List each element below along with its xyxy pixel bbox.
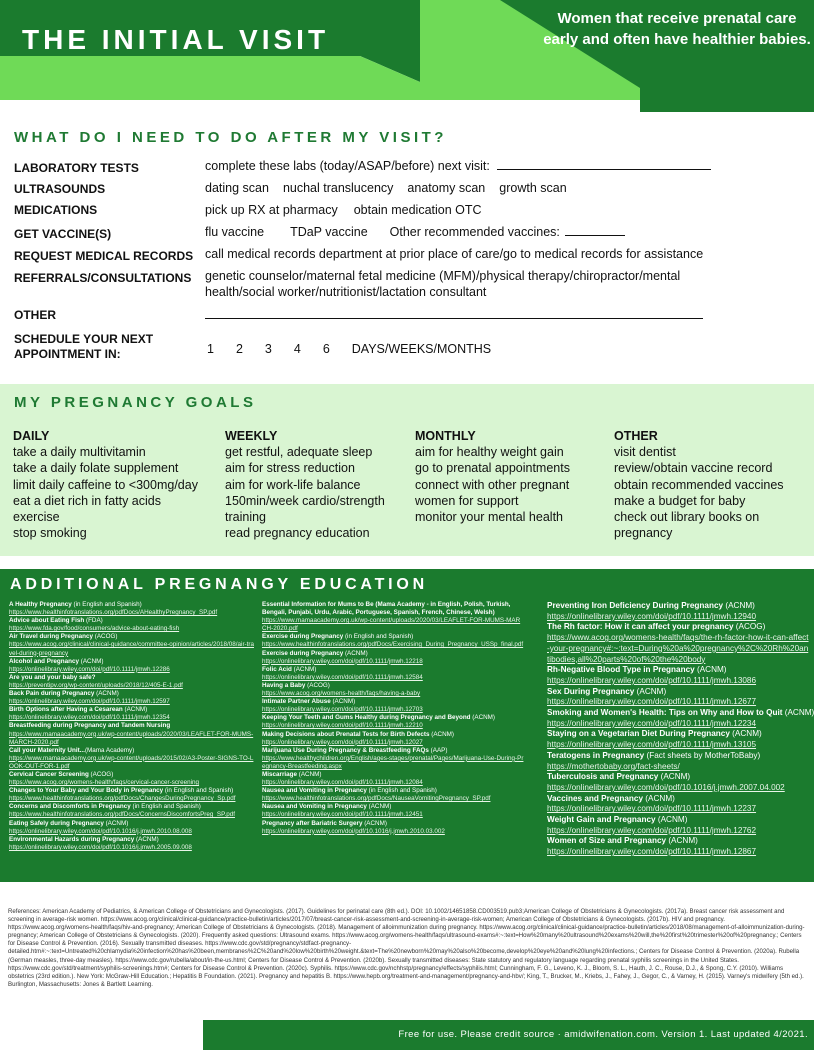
row-label-medical-records: REQUEST MEDICAL RECORDS [14, 249, 194, 263]
goal-item: check out library books on [614, 510, 760, 525]
medication-option-otc: obtain medication OTC [353, 203, 482, 217]
schedule-units[interactable]: DAYS/WEEKS/MONTHS [351, 342, 492, 356]
education-resource-title [262, 601, 524, 617]
row-label-vaccines: GET VACCINE(S) [14, 227, 112, 241]
row-value-lab-tests [205, 159, 711, 173]
row-value-referrals-1: genetic counselor/maternal fetal medicine (MFM)/physical therapy/chiropractor/mental [205, 269, 681, 283]
education-resource-title [547, 687, 809, 698]
education-resource-title [262, 787, 524, 795]
resource-source-note: (ACOG) [305, 681, 330, 689]
resource-title-text: Essential Information for Mums to Be (Mama Academy - in English, Polish, Turkish, Bengali, Punjabi, Urdu, Arabic, Portuguese, Spanish, French, Chinese, Welsh) [262, 601, 511, 617]
resource-source-note: (ACNM) [666, 836, 698, 846]
resource-title-text: Vaccines and Pregnancy [547, 793, 644, 803]
resource-title-text: Marijuana Use During Pregnancy & Breastfeeding FAQs [262, 746, 429, 754]
resource-title-text: Cervical Cancer Screening [9, 770, 89, 778]
goals-heading-monthly: MONTHLY [415, 429, 476, 443]
resource-link[interactable]: https://onlinelibrary.wiley.com/doi/pdf/10.1111/jmwh.12677 [547, 697, 757, 707]
resource-title-text: Having a Baby [262, 681, 306, 689]
row-value-medical-records: call medical records department at prior place of care/go to medical records for assistance [205, 247, 704, 261]
education-resource-title [9, 617, 255, 625]
resource-source-note: (ACNM) [655, 815, 688, 825]
education-resource-title [547, 794, 809, 805]
goals-column-other [614, 428, 810, 541]
goal-item: visit dentist [614, 445, 676, 460]
resource-title-text: Birth Options after Having a Cesarean [9, 706, 123, 714]
goals-heading-other: OTHER [614, 429, 658, 443]
row-value-ultrasounds [205, 181, 579, 195]
medication-option-rx: pick up RX at pharmacy [205, 203, 338, 217]
vaccine-option-other: Other recommended vaccines: [389, 225, 560, 239]
goal-item: exercise [13, 510, 60, 525]
resource-source-note: (ACNM) [694, 665, 727, 675]
resource-link[interactable]: https://www.acog.org/womens-health/faqs/cervical-cancer-screening [9, 779, 200, 787]
goal-item: limit daily caffeine to <300mg/day [13, 477, 198, 492]
resource-source-note: (in English and Spanish) [130, 803, 201, 811]
resource-link[interactable]: https://www.healthychildren.org/English/ages-stages/prenatal/Pages/Marijuana-Use-During-Pregnancy-Breastfeeding.aspx [262, 754, 524, 770]
goal-item: go to prenatal appointments [415, 461, 570, 476]
education-title: ADDITIONAL PREGNANGY EDUCATION [10, 576, 429, 593]
goals-heading-daily: DAILY [13, 429, 50, 443]
row-label-medications: MEDICATIONS [14, 203, 98, 217]
resource-link[interactable]: https://onlinelibrary.wiley.com/doi/pdf/10.1111/jmwh.12597 [9, 698, 170, 706]
resource-title-text: Miscarriage [262, 770, 298, 778]
resource-title-text: Call your Maternity Unit... [9, 746, 85, 754]
goal-item: stop smoking [13, 526, 87, 541]
education-resource-title [9, 836, 255, 844]
resource-source-note: (ACNM) [782, 708, 814, 718]
goals-column-weekly [225, 428, 415, 541]
resource-title-text: Concerns and Discomforts in Pregnancy [9, 803, 131, 811]
resource-source-note: (ACOG) [733, 622, 766, 632]
resource-link[interactable]: https://onlinelibrary.wiley.com/doi/pdf/10.1016/j.jmwh.2010.08.008 [9, 827, 192, 835]
education-resource-title [9, 820, 255, 828]
footer-bar [203, 1020, 814, 1050]
resource-source-note: (in English and Spanish) [366, 787, 437, 795]
education-resource-title [547, 729, 809, 740]
resource-link[interactable]: https://onlinelibrary.wiley.com/doi/pdf/10.1111/jmwh.12210 [262, 722, 423, 730]
resource-link[interactable]: https://onlinelibrary.wiley.com/doi/pdf/10.1016/j.jmwh.2010.03.002 [262, 827, 445, 835]
other-blank-line[interactable] [205, 318, 703, 319]
resource-title-text: Preventing Iron Deficiency During Pregnancy [547, 601, 724, 610]
ultrasound-option-anatomy: anatomy scan [407, 181, 486, 195]
education-resource-title [547, 815, 809, 826]
references-text: References: American Academy of Pediatrics, & American College of Obstetricians and Gynecologists. (2017). Guidelines for perinatal care (8th ed.). DOI: 10.1002/14651858.CD003519.pub3;American College of Obstetricians & Gynecologists. (2017a). Breast cancer risk assessment and screening in average-risk women. https://www.acog.org/clinical/clinical-guidance/practice-bulletin/articles/2017/07/breast-cancer-risk-assessment-and-screening-in-average-risk-women; American College of Obstetricians & Gynecologists. (2017b). HIV and pregnancy. https://www.acog.org/womens-health/faqs/hiv-and-pregnancy; American College of Obstetricians & Gynecologists. (2018). Management of alloimmunization during pregnancy. https://www.acog.org/clinical/clinical-guidance/practice-bulletin/articles/2018/08/management-of-alloimmunization-during-pregnancy; American College of Obstetricians & Gynecologists. (2020). Frequently asked questions: Ultrasound exams. https://www.acog.org/womens-health/faqs/ultrasound-exams#:~:text=How%20many%20ultrasound%20exams%20will,the%20first%20trimester%20of%20pregnancy.; Centers for Disease Control & Prevention. (2016). Sexually transmitted diseases. https://www.cdc.gov/std/pregnancy/stdfact-pregnancy-detailed.htm#:~:text=Untreated%20chlamydia%20infection%20has%20been,membranes%2C%20and%20low%20birth%20weight.&text=The%20newborn%20may%20also%20become,develop%20eye%20and%20lung%20infections.; Centers for Disease Control & Prevention. (2020a). Rubella (German measles, three-day measles). https://www.cdc.gov/rubella/about/in-the-us.html; Centers for Disease Control & Prevention. (2020b). Sexually transmitted diseases: State statutory and regulatory language regarding prenatal syphilis screenings in the United States. https://www.cdc.gov/std/treatment/syphilis-screenings.htm#; Centers for Disease Control & Prevention. (2020c). Syphilis. https://www.cdc.gov/nchhstp/pregnancy/effects/syphilis.html; Cunningham, F. G., Leveno, K. J., Bloom, S. L., Hauth, J. C., Rouse, D.J., & Spong, C.Y. (2010). Williams obstetrics (23rd edition.). New York: McGraw-Hill Education.; Hepatitis B Foundation. (2021). Pregnancy and hepatitis B. https://www.hepb.org/treatment-and-management/pregnancy-and-hbv/; King, T., Brucker, M., Kriebs, J., Fahey, J., Gegor, C., & Varney, H. (2015). Varney's midwifery (5th ed.). Burlington, Massachusetts: Jones & Bartlett Learning. [8, 908, 805, 988]
vaccine-option-tdap: TDaP vaccine [290, 225, 368, 239]
education-resource-title [547, 836, 809, 847]
vaccine-blank-line[interactable] [565, 225, 625, 236]
goals-column-daily [13, 428, 223, 541]
resource-source-note: (ACNM) [366, 803, 392, 811]
resource-title-text: Weight Gain and Pregnancy [547, 815, 656, 825]
resource-link[interactable]: https://www.healthinfotranslations.org/pdfDocs/Exercising_During_Pregnancy_USSp_final.pdf [262, 641, 524, 649]
resource-source-note: (ACNM) [291, 665, 317, 673]
schedule-label-line2: APPOINTMENT IN: [14, 347, 121, 361]
resource-source-note: (ACNM) [343, 649, 368, 657]
goal-item: connect with other pregnant [415, 477, 570, 492]
resource-link[interactable]: https://preventipv.org/wp-content/uploads/2018/12/405-E-1.pdf [9, 681, 183, 689]
resource-source-note: (ACNM) [470, 714, 496, 722]
goals-title: MY PREGNANCY GOALS [14, 394, 257, 411]
goal-item: 150min/week cardio/strength [225, 493, 385, 508]
resource-link[interactable]: https://onlinelibrary.wiley.com/doi/pdf/10.1111/jmwh.13086 [547, 675, 757, 685]
resource-title-text: Advice about Eating Fish [9, 617, 85, 625]
resource-title-text: Pregnancy after Bariatric Surgery [262, 819, 363, 827]
education-resource-title [262, 714, 524, 722]
goal-item: pregnancy [614, 526, 673, 541]
resource-link[interactable]: https://onlinelibrary.wiley.com/doi/pdf/10.1111/jmwh.12762 [547, 825, 757, 835]
goal-item: monitor your mental health [415, 510, 563, 525]
resource-source-note: (ACNM) [643, 793, 675, 803]
resource-link[interactable]: https://www.mamaacademy.org.uk/wp-content/uploads/2015/02/A3-Poster-SIGNS-TO-LOOK-OUT-FOR-1.pdf [9, 754, 254, 770]
resource-link[interactable]: https://www.acog.org/womens-health/faqs/having-a-baby [262, 690, 421, 698]
goal-item: aim for healthy weight gain [415, 445, 564, 460]
resource-source-note: (AAP) [428, 746, 448, 754]
education-resource-title [9, 690, 255, 698]
resource-title-text: Tuberculosis and Pregnancy [547, 772, 659, 782]
resource-source-note: (ACNM) [134, 835, 159, 843]
row-label-referrals: REFERRALS/CONSULTATIONS [14, 271, 192, 285]
resource-link[interactable]: https://onlinelibrary.wiley.com/doi/pdf/10.1111/jmwh.12584 [262, 673, 423, 681]
education-resource-title [547, 772, 809, 783]
schedule-number-4[interactable]: 4 [293, 342, 301, 356]
education-resource-title [9, 722, 255, 730]
education-resource-title [9, 706, 255, 714]
resource-link[interactable]: https://onlinelibrary.wiley.com/doi/pdf/10.1111/jmwh.12451 [262, 811, 423, 819]
resource-source-note: (in English and Spanish) [343, 633, 414, 641]
goal-item: obtain recommended vaccines [614, 477, 784, 492]
resource-link[interactable]: https://www.fda.gov/food/consumers/advice-about-eating-fish [9, 625, 180, 633]
page-title: THE INITIAL VISIT [22, 24, 330, 55]
resource-link[interactable]: https://onlinelibrary.wiley.com/doi/pdf/10.1111/jmwh.12084 [262, 779, 423, 787]
schedule-number-6[interactable]: 6 [322, 342, 330, 356]
education-resource-title [547, 708, 814, 719]
resource-source-note: (ACOG) [92, 633, 118, 641]
resource-title-text: Sex During Pregnancy [547, 686, 635, 696]
resource-link[interactable]: https://onlinelibrary.wiley.com/doi/pdf/10.1111/jmwh.12027 [262, 738, 423, 746]
schedule-options [205, 342, 491, 356]
education-resource-title [547, 751, 809, 762]
resource-title-text: Exercise during Pregnancy [262, 633, 344, 641]
resource-source-note: (in English and Spanish) [71, 601, 142, 608]
ultrasound-option-nuchal: nuchal translucency [282, 181, 394, 195]
resource-link[interactable]: https://onlinelibrary.wiley.com/doi/pdf/10.1111/jmwh.12940 [547, 611, 757, 621]
resource-title-text: Teratogens in Pregnancy [547, 750, 645, 760]
education-resource-title [262, 698, 524, 706]
resource-source-note: (ACNM) [429, 730, 454, 738]
resource-source-note: (FDA) [84, 617, 103, 625]
resource-link[interactable]: https://www.healthinfotranslations.org/pdfDocs/NauseaVomitingPregnancy_SP.pdf [262, 795, 491, 803]
education-resource-title [9, 658, 255, 666]
schedule-number-2[interactable]: 2 [235, 342, 243, 356]
resource-title-text: Folic Acid [262, 665, 292, 673]
resource-source-note: (Mama Academy) [84, 746, 135, 754]
education-resource-title [9, 787, 255, 795]
resource-source-note: (Fact sheets by MotherToBaby) [644, 750, 761, 760]
resource-title-text: Keeping Your Teeth and Gums Healthy during Pregnancy and Beyond [262, 714, 471, 722]
resource-title-text: Making Decisions about Prenatal Tests for Birth Defects [262, 730, 430, 738]
resource-title-text: Breastfeeding during Pregnancy and Tandem Nursing [9, 722, 171, 730]
education-resource-title [262, 747, 524, 755]
header-tagline: Women that receive prenatal care early and often have healthier babies. [543, 10, 811, 48]
row-label-lab-tests: LABORATORY TESTS [14, 161, 139, 175]
resource-title-text: Nausea and Vomiting in Pregnancy [262, 787, 367, 795]
ultrasound-option-growth: growth scan [499, 181, 567, 195]
lab-tests-option: complete these labs (today/ASAP/before) next visit: [205, 159, 490, 173]
resource-link[interactable]: https://www.acog.org/womens-health/faqs/the-rh-factor-how-it-can-affect-your-pregnancy#:~:text=During%20a%20pregnancy%2C%20Rh%20antibodies,all%20parts%20of%20the%20body [547, 633, 809, 664]
schedule-label-line1: SCHEDULE YOUR NEXT [14, 332, 154, 346]
education-resource-title [547, 601, 809, 612]
goal-item: take a daily folate supplement [13, 461, 179, 476]
goal-item: make a budget for baby [614, 493, 746, 508]
goal-item: get restful, adequate sleep [225, 445, 373, 460]
education-resource-title [262, 633, 524, 641]
row-value-referrals-2: health/social worker/nutritionist/lactation consultant [205, 285, 487, 299]
resource-title-text: Rh-Negative Blood Type in Pregnancy [547, 665, 695, 675]
row-value-vaccines [205, 225, 625, 239]
resource-source-note: (in English and Spanish) [163, 787, 234, 795]
vaccine-option-flu: flu vaccine [205, 225, 265, 239]
resource-source-note: (ACOG) [88, 770, 114, 778]
education-resource-title [9, 771, 255, 779]
education-resource-title [262, 771, 524, 779]
row-value-medications [205, 203, 494, 217]
resource-source-note: (ACNM) [330, 698, 356, 706]
goals-heading-weekly: WEEKLY [225, 429, 278, 443]
resource-source-note: (ACNM) [362, 819, 387, 827]
resource-source-note: (ACNM) [297, 770, 322, 778]
education-resource-title [262, 731, 524, 739]
goal-item: aim for work-life balance [225, 477, 361, 492]
row-label-ultrasounds: ULTRASOUNDS [14, 182, 106, 196]
resource-source-note: (ACNM) [729, 729, 762, 739]
resource-title-text: Environmental Hazards during Pregnancy [9, 835, 135, 843]
goal-item: review/obtain vaccine record [614, 461, 773, 476]
education-column-1 [9, 601, 255, 852]
resource-link[interactable]: https://onlinelibrary.wiley.com/doi/pdf/10.1111/jmwh.13105 [547, 740, 757, 750]
resource-link[interactable]: https://onlinelibrary.wiley.com/doi/pdf/10.1111/jmwh.12237 [547, 804, 757, 814]
resource-link[interactable]: https://mothertobaby.org/fact-sheets/ [547, 761, 680, 771]
education-resource-title [262, 820, 524, 828]
resource-link[interactable]: https://onlinelibrary.wiley.com/doi/pdf/10.1111/jmwh.12867 [547, 847, 757, 857]
goal-item: read pregnancy education [225, 526, 370, 541]
resource-title-text: Are you and your baby safe? [9, 673, 96, 681]
row-label-other: OTHER [14, 308, 56, 322]
resource-title-text: Eating Safely during Pregnancy [9, 819, 104, 827]
goals-column-monthly [415, 428, 610, 525]
resource-link[interactable]: https://www.mamaacademy.org.uk/wp-content/uploads/2020/03/LEAFLET-FOR-MUMS-MARCH-2020.pdf [262, 617, 521, 633]
resource-source-note: (ACNM) [103, 819, 129, 827]
resource-link[interactable]: https://onlinelibrary.wiley.com/doi/pdf/10.1111/jmwh.12354 [9, 714, 170, 722]
schedule-number-1[interactable]: 1 [207, 342, 214, 356]
resource-source-note: (ACNM) [723, 601, 755, 610]
education-resource-title [262, 682, 524, 690]
goal-item: aim for stress reduction [225, 461, 355, 476]
resource-title-text: Nausea and Vomiting in Pregnancy [262, 803, 367, 811]
resource-link[interactable]: https://onlinelibrary.wiley.com/doi/pdf/10.1111/jmwh.12218 [262, 657, 423, 665]
resource-title-text: Intimate Partner Abuse [262, 698, 331, 706]
resource-title-text: Alcohol and Pregnancy [9, 657, 79, 665]
resource-title-text: Exercise during Pregnancy [262, 649, 344, 657]
education-resource-title [262, 650, 524, 658]
resource-link[interactable]: https://www.acog.org/clinical/clinical-guidance/committee-opinion/articles/2018/08/air-travel-during-pregnancy [9, 641, 254, 657]
resource-link[interactable]: https://www.healthinfotranslations.org/pdfDocs/ChangesDuringPregnancy_Sp.pdf [9, 795, 236, 803]
resource-title-text: A Healthy Pregnancy [9, 601, 72, 608]
resource-title-text: The Rh factor: How it can affect your pregnancy [547, 622, 734, 632]
ultrasound-option-dating: dating scan [205, 181, 269, 195]
education-resource-title [547, 622, 809, 633]
education-resource-title [262, 666, 524, 674]
education-column-3 [547, 601, 814, 858]
resource-source-note: (ACNM) [658, 772, 691, 782]
education-resource-title [9, 803, 255, 811]
resource-link[interactable]: https://onlinelibrary.wiley.com/doi/pdf/10.1111/jmwh.12286 [9, 665, 170, 673]
resource-link[interactable]: https://onlinelibrary.wiley.com/doi/pdf/10.1016/j.jmwh.2005.09.008 [9, 843, 192, 851]
education-column-2 [262, 601, 524, 836]
goal-item: eat a diet rich in fatty acids [13, 493, 161, 508]
resource-source-note: (ACNM) [94, 690, 119, 698]
lab-tests-blank-line[interactable] [497, 159, 711, 170]
after-visit-title: WHAT DO I NEED TO DO AFTER MY VISIT? [14, 129, 447, 146]
resource-title-text: Back Pain during Pregnancy [9, 690, 95, 698]
resource-title-text: Smoking and Women's Health: Tips on Why and How to Quit [547, 708, 783, 718]
goal-item: take a daily multivitamin [13, 445, 146, 460]
education-resource-title [9, 633, 255, 641]
footer-text: Free for use. Please credit source · amidwifenation.com. Version 1. Last updated 4/2021. [398, 1029, 808, 1040]
resource-link[interactable]: https://www.healthinfotranslations.org/pdfDocs/ConcernsDiscomfortsPreg_SP.pdf [9, 811, 235, 819]
schedule-number-3[interactable]: 3 [264, 342, 272, 356]
education-resource-title [547, 665, 809, 676]
resource-link[interactable]: https://onlinelibrary.wiley.com/doi/pdf/10.1016/j.jmwh.2007.04.002 [547, 782, 785, 792]
resource-link[interactable]: https://onlinelibrary.wiley.com/doi/pdf/10.1111/jmwh.12703 [262, 706, 423, 714]
goal-item: training [225, 510, 266, 525]
resource-title-text: Staying on a Vegetarian Diet During Pregnancy [547, 729, 730, 739]
education-resource-title [9, 674, 255, 682]
resource-title-text: Changes to Your Baby and Your Body in Pregnancy [9, 787, 164, 795]
resource-link[interactable]: https://www.mamaacademy.org.uk/wp-content/uploads/2020/03/LEAFLET-FOR-MUMS-MARCH-2020.pdf [9, 730, 254, 746]
education-resource-title [262, 803, 524, 811]
resource-link[interactable]: https://www.healthinfotranslations.org/pdfDocs/AHealthyPregnancy_SP.pdf [9, 609, 218, 617]
resource-title-text: Air Travel during Pregnancy [9, 633, 93, 641]
resource-link[interactable]: https://onlinelibrary.wiley.com/doi/pdf/10.1111/jmwh.12234 [547, 718, 757, 728]
resource-source-note: (ACNM) [634, 686, 667, 696]
education-resource-title [9, 747, 255, 755]
goal-item: women for support [415, 493, 519, 508]
resource-title-text: Women of Size and Pregnancy [547, 836, 667, 846]
resource-source-note: (ACNM) [78, 657, 104, 665]
resource-source-note: (ACNM) [122, 706, 148, 714]
education-resource-title [9, 601, 255, 609]
